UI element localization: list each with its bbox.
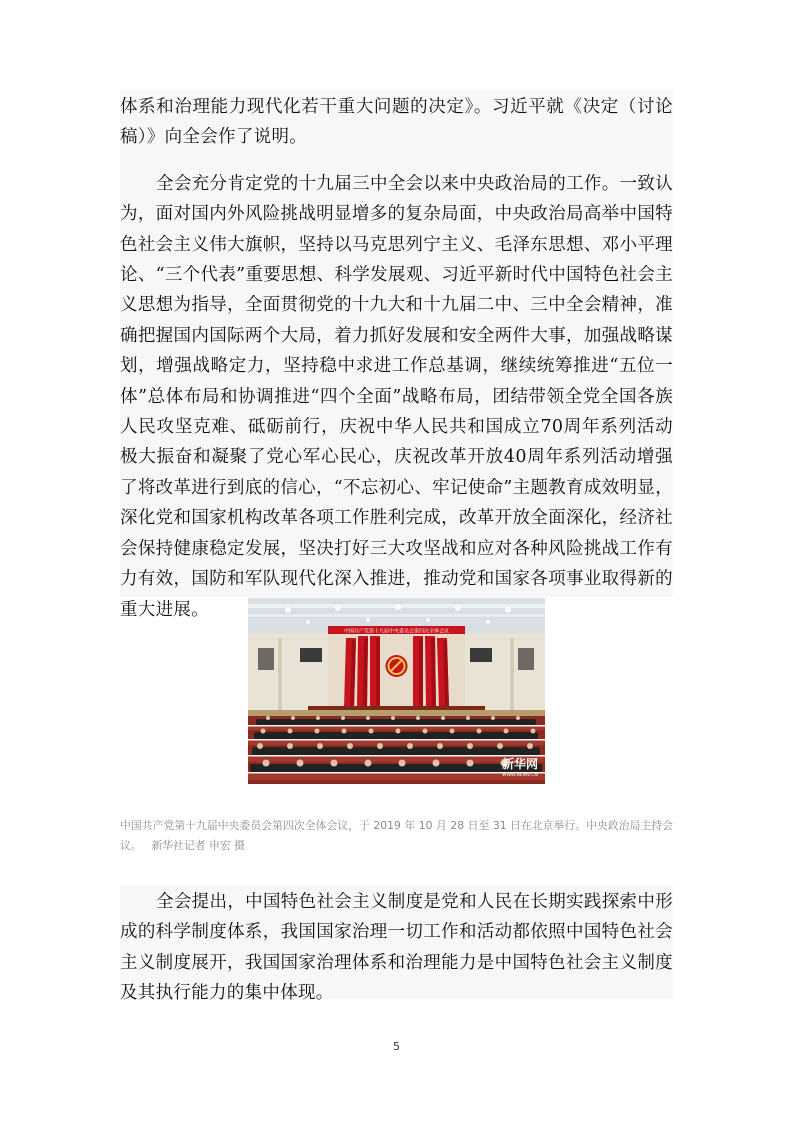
paragraph-2: 全会充分肯定党的十九届三中全会以来中央政治局的工作。一致认为，面对国内外风险挑战明显增多的复杂局面，中央政治局高举中国特色社会主义伟大旗帜，坚持以马克思列宁主义、毛泽东思想、邓小平理论、“三个代表”重要思想、科学发展观、习近平新时代中国特色社会主义思想为指导，全面贯彻党的十九大和十九届二中、三中全会精神，准确把握国内国际两个大局，着力抓好发展和安全两件大事，加强战略谋划，增强战略定力，坚持稳中求进工作总基调，继续统筹推进“五位一体”总体布局和协调推进“四个全面”战略布局，团结带领全党全国各族人民攻坚克难、砥砺前行，庆祝中华人民共和国成立70周年系列活动极大振奋和凝聚了党心军心民心，庆祝改革开放40周年系列活动增强了将改革进行到底的信心，“不忘初心、牢记使命”主题教育成效明显，深化党和国家机构改革各项工作胜利完成，改革开放全面深化，经济社会保持健康稳定发展，坚决打好三大攻坚战和应对各种风险挑战工作有力有效，国防和军队现代化深入推进，推动党和国家各项事业取得新的重大进展。 <box>120 173 673 620</box>
article-block-top <box>120 90 673 620</box>
article-block-bottom <box>120 885 673 1004</box>
caption-text: 中国共产党第十九届中央委员会第四次全体会议，于 2019 年 10 月 28 日至 31 日在北京举行。中央政治局主持会议。 <box>120 819 673 852</box>
watermark-url: WWW.NEWS.CN <box>502 773 538 778</box>
page-number: 5 <box>393 1040 400 1053</box>
plenary-session-photo <box>248 598 545 784</box>
paragraph-3: 全会提出，中国特色社会主义制度是党和人民在长期实践探索中形成的科学制度体系，我国国家治理一切工作和活动都依照中国特色社会主义制度展开，我国国家治理体系和治理能力是中国特色社会主义制度及其执行能力的集中体现。 <box>120 892 673 1004</box>
caption-credit: 新华社记者 申宏 摄 <box>151 839 245 852</box>
watermark-logo: 新华网 <box>501 757 539 771</box>
banner-text: 中国共产党第十九届中央委员会第四次全体会议 <box>343 628 450 635</box>
paragraph-1: 体系和治理能力现代化若干重大问题的决定》。习近平就《决定（讨论稿）》向全会作了说明。 <box>120 97 673 148</box>
photo-caption <box>120 798 673 860</box>
